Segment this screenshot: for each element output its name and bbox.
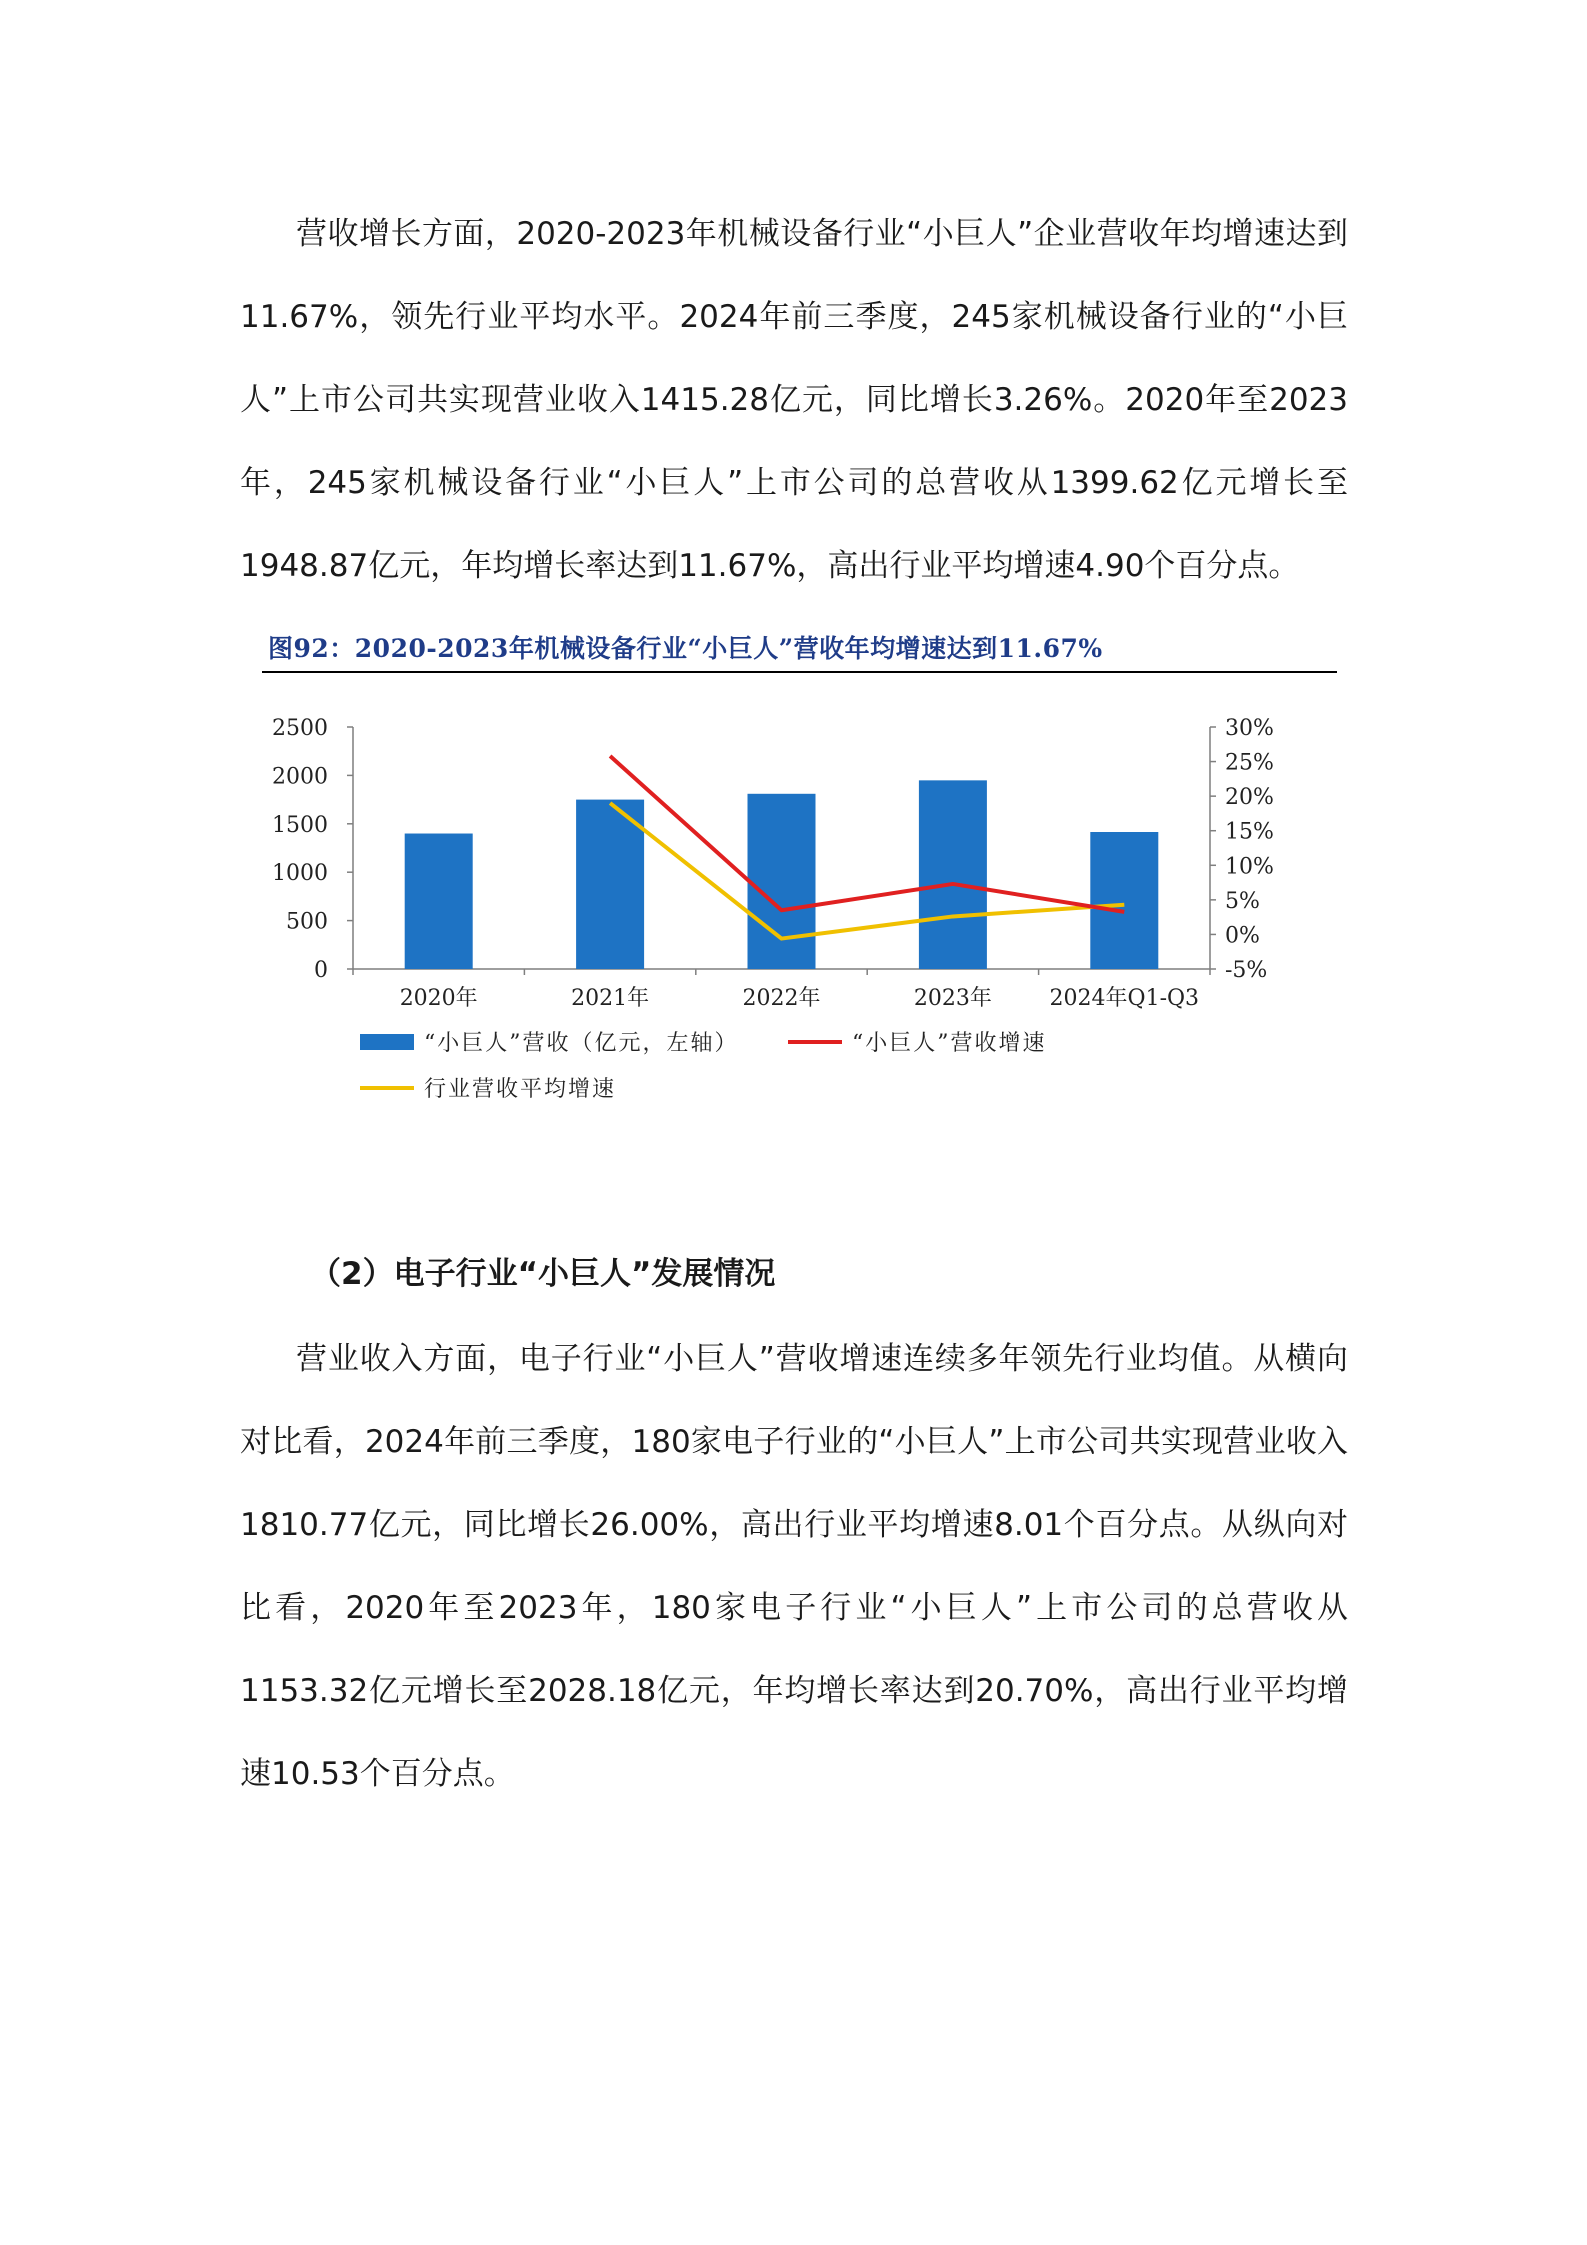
left-tick-label: 1000 (272, 861, 328, 887)
figure-title: 图92：2020-2023年机械设备行业“小巨人”营收年均增速达到11.67% (268, 634, 1103, 663)
body-paragraph-1: 营收增长方面，2020-2023年机械设备行业“小巨人”企业营收年均增速达到11.67%，领先行业平均水平。2024年前三季度，245家机械设备行业的“小巨人”上市公司共实现营业收入1415.28亿元，同比增长3.26%。2020年至2023年，245家机械设备行业“小巨人”上市公司的总营收从1399.62亿元增长至1948.87亿元，年均增长率达到11.67%，高出行业平均增速4.90个百分点。 (240, 216, 1348, 584)
right-tick-label: 30% (1225, 716, 1274, 741)
revenue-bar (576, 800, 644, 969)
growth-rate-line (610, 756, 1124, 912)
right-tick-label: 25% (1225, 750, 1274, 776)
left-tick-label: 1500 (272, 812, 328, 838)
x-tick-label: 2024年Q1-Q3 (1049, 986, 1200, 1011)
right-tick-label: 10% (1225, 854, 1274, 880)
left-tick-label: 2000 (272, 764, 328, 790)
x-tick-label: 2022年 (742, 986, 821, 1011)
revenue-bar (405, 834, 473, 969)
right-tick-label: 15% (1225, 819, 1274, 845)
left-tick-label: 500 (286, 909, 328, 935)
x-tick-label: 2023年 (913, 986, 992, 1011)
legend-swatch-bar (360, 1034, 414, 1050)
section-heading: （2）电子行业“小巨人”发展情况 (310, 1256, 776, 1292)
left-tick-label: 2500 (272, 716, 328, 741)
x-tick-label: 2021年 (571, 986, 650, 1011)
left-tick-label: 0 (314, 958, 328, 983)
revenue-bar (919, 780, 987, 969)
figure-title-rule (262, 671, 1337, 673)
right-tick-label: 0% (1225, 923, 1260, 949)
right-tick-label: -5% (1225, 958, 1268, 983)
right-tick-label: 20% (1225, 785, 1274, 811)
legend-label: “小巨人”营收增速 (852, 1031, 1047, 1056)
x-tick-label: 2020年 (399, 986, 478, 1011)
revenue-bar (1090, 832, 1158, 969)
legend-label: “小巨人”营收（亿元，左轴） (424, 1031, 739, 1056)
legend-label: 行业营收平均增速 (424, 1077, 617, 1102)
body-paragraph-2: 营业收入方面，电子行业“小巨人”营收增速连续多年领先行业均值。从横向对比看，2024年前三季度，180家电子行业的“小巨人”上市公司共实现营业收入1810.77亿元，同比增长26.00%，高出行业平均增速8.01个百分点。从纵向对比看，2020年至2023年，180家电子行业“小巨人”上市公司的总营收从1153.32亿元增长至2028.18亿元，年均增长率达到20.70%，高出行业平均增速10.53个百分点。 (240, 1341, 1348, 1792)
revenue-bar (748, 794, 816, 969)
right-tick-label: 5% (1225, 888, 1260, 914)
revenue-chart (250, 690, 1274, 1130)
